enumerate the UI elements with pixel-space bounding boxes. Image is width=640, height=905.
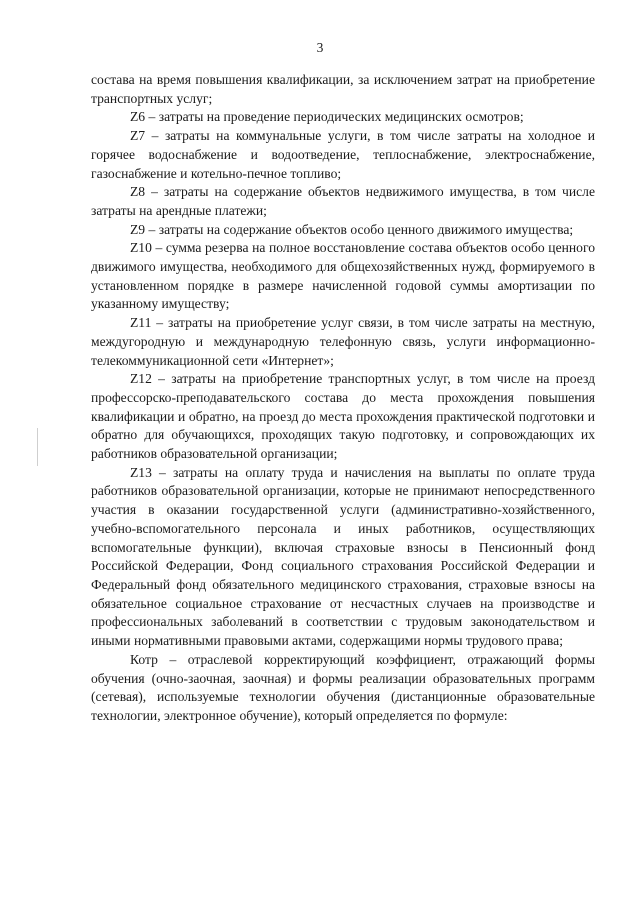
paragraph-continuation: состава на время повышения квалификации, за исключением затрат на приобретение транспортных услуг;: [91, 72, 595, 106]
paragraph-z6: Z6 – затраты на проведение периодических медицинских осмотров;: [130, 109, 524, 125]
paragraph-z11: Z11 – затраты на приобретение услуг связи, в том числе затраты на местную, междугородную и международную телефонную связь, услуги информационно-телекоммуникационной сети «Интернет»;: [91, 315, 595, 368]
left-margin-mark: [37, 428, 38, 466]
page-number: 3: [316, 40, 324, 55]
paragraph-kotr: Котр – отраслевой корректирующий коэффициент, отражающий формы обучения (очно-заочная, заочная) и формы реализации образовательных программ (сетевая), используемые технологии обучения (дистанционные образовательные технологии, электронное обучение), который определяется по формуле:: [91, 651, 595, 723]
paragraph-z10: Z10 – сумма резерва на полное восстановление состава объектов особо ценного движимого имущества, необходимого для общехозяйственных нужд, формируемого в установленном порядке в размере начисленной годовой суммы амортизации по указанному имуществу;: [91, 240, 595, 312]
document-body: [91, 71, 595, 726]
paragraph-z8: Z8 – затраты на содержание объектов недвижимого имущества, в том числе затраты на арендные платежи;: [91, 184, 595, 218]
paragraph-z13: Z13 – затраты на оплату труда и начисления на выплаты по оплате труда работников образовательной организации, которые не принимают непосредственного участия в оказании государственной услуги (административно-хозяйственного, учебно-вспомогательного персонала и иных работников, осуществляющих вспомогательные функции), включая страховые взносы в Пенсионный фонд Российской Федерации, Фонд социального страхования Российской Федерации и Федеральный фонд обязательного медицинского страхования, страховые взносы на обязательное социальное страхование от несчастных случаев на производстве и профессиональных заболеваний в соответствии с трудовым законодательством и иными нормативными правовыми актами, содержащими нормы трудового права;: [91, 464, 595, 649]
paragraph-z12: Z12 – затраты на приобретение транспортных услуг, в том числе на проезд профессорско-преподавательского состава до места прохождения повышения квалификации и обратно, на проезд до места прохождения практической подготовки и обратно для обучающихся, проходящих такую подготовку, и сопровождающих их работников образовательной организации;: [91, 371, 595, 462]
paragraph-z7: Z7 – затраты на коммунальные услуги, в том числе затраты на холодное и горячее водоснабжение и водоотведение, теплоснабжение, электроснабжение, газоснабжение и котельно-печное топливо;: [91, 128, 595, 181]
paragraph-z9: Z9 – затраты на содержание объектов особо ценного движимого имущества;: [130, 221, 574, 237]
